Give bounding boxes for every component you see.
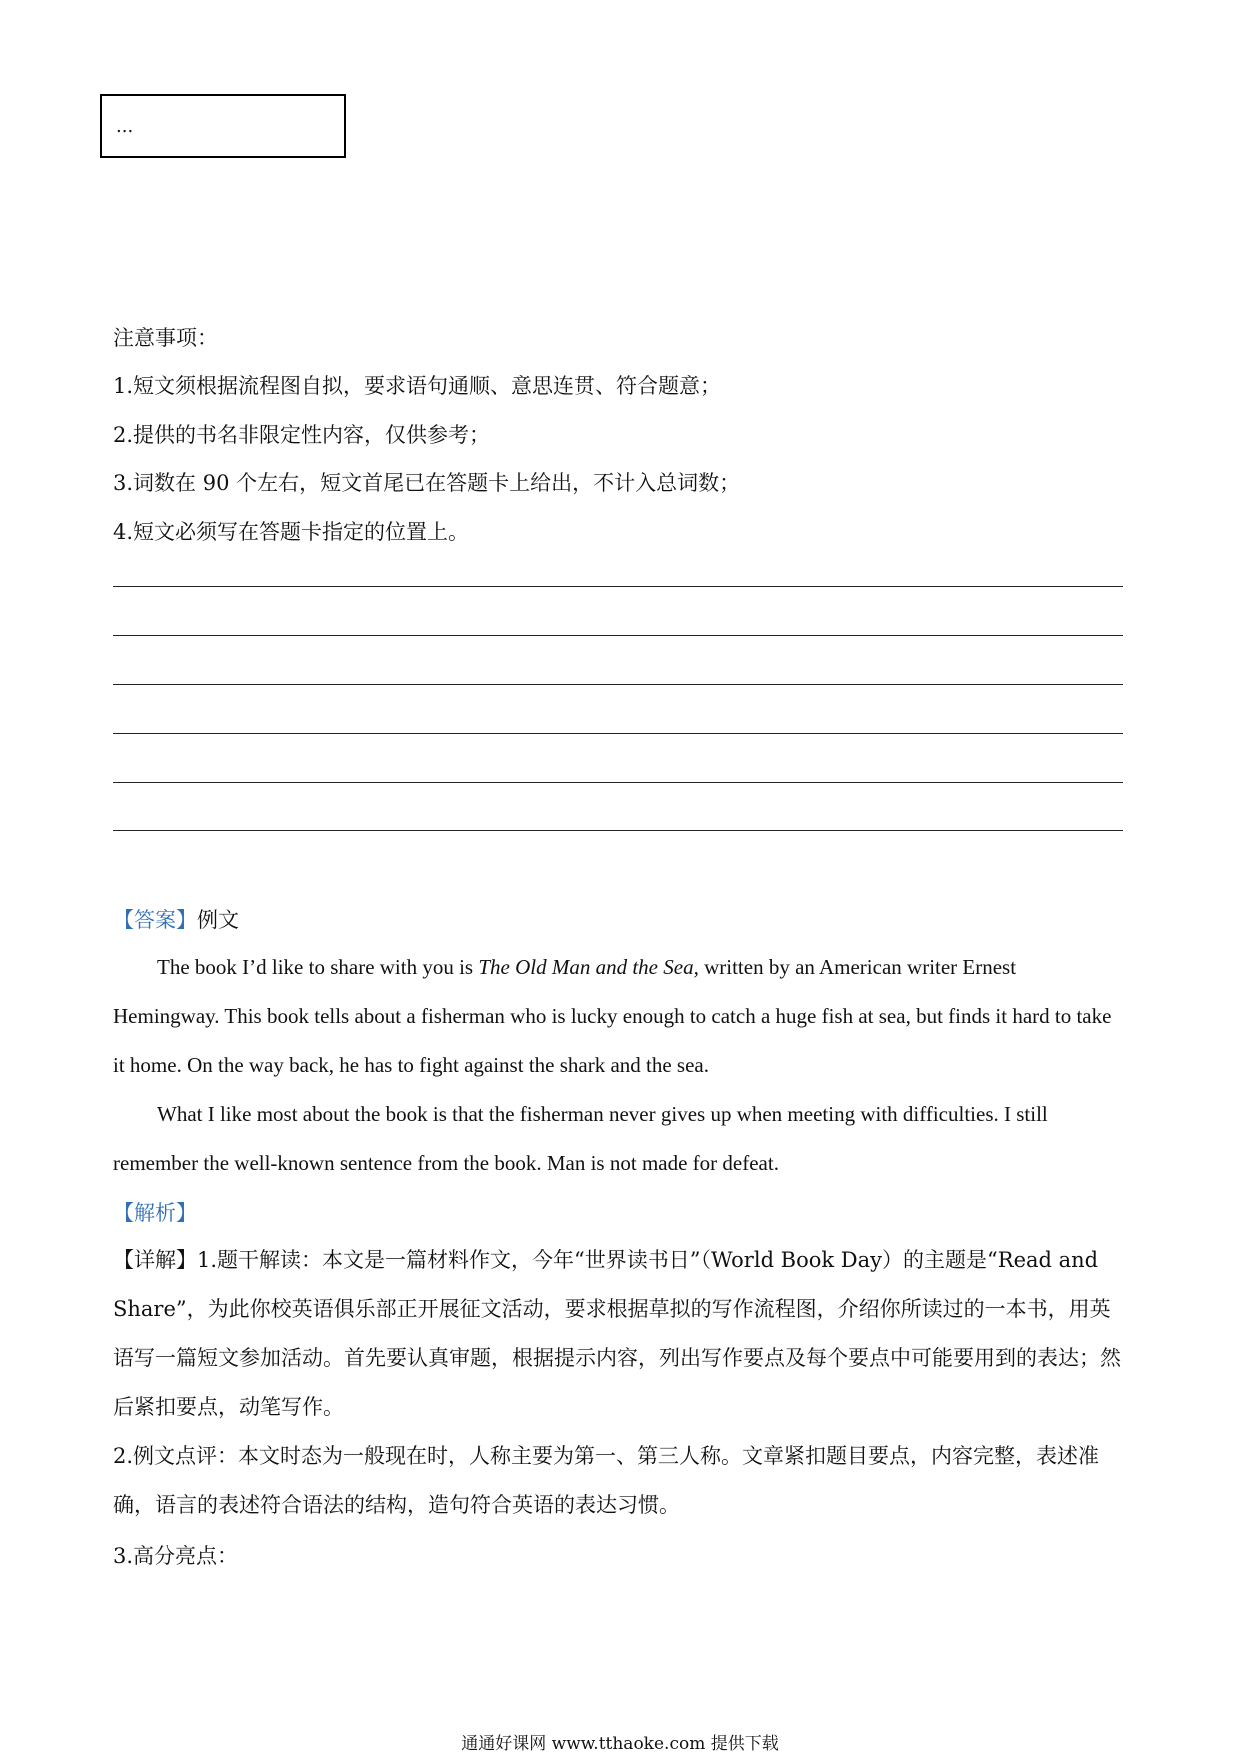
answer-box-text: ... [116,116,134,137]
writing-line [113,830,1123,831]
book-title: The Old Man and the Sea, [478,955,699,979]
answer-label-suffix: 例文 [197,908,239,932]
writing-line [113,635,1123,636]
detail-label: 【详解】 [113,1248,197,1272]
highlights-heading: 3.高分亮点： [113,1544,239,1568]
notice-heading: 注意事项： [113,326,218,350]
answer-heading [113,904,239,934]
notice-item-1: 1.短文须根据流程图自拟，要求语句通顺、意思连贯、符合题意； [113,374,722,398]
comment-paragraph: 2.例文点评：本文时态为一般现在时，人称主要为第一、第三人称。文章紧扣题目要点，内容完整，表述准确，语言的表述符合语法的结构，造句符合英语的表达习惯。 [113,1444,1100,1517]
analysis-label: 【解析】 [113,1201,197,1225]
writing-line [113,586,1123,587]
essay-paragraph-2: What I like most about the book is that the fisherman never gives up when meeting with difficulties. I still remember the well-known sentence from the book. Man is not made for defeat. [113,1102,1048,1175]
notice-item-3: 3.词数在 90 个左右，短文首尾已在答题卡上给出，不计入总词数； [113,471,741,495]
notice-item-4: 4.短文必须写在答题卡指定的位置上。 [113,520,470,544]
notice-item-2: 2.提供的书名非限定性内容，仅供参考； [113,423,491,447]
essay-p1-end: written by an American writer Ernest Hemingway. This book tells about a fisherman who is lucky enough to catch a huge fish at sea, but finds it hard to take it home. On the way back, he has to fight against the shark and the sea. [113,955,1112,1077]
writing-line [113,733,1123,734]
answer-box [100,94,346,158]
answer-label: 【答案】 [113,908,197,932]
detail-paragraph [113,1236,1123,1432]
page-footer: 通通好课网 www.tthaoke.com 提供下载 [461,1734,779,1754]
essay-p1-start: The book I’d like to share with you is [157,955,479,979]
writing-line [113,684,1123,685]
writing-line [113,782,1123,783]
detail-text: 1.题干解读：本文是一篇材料作文，今年“世界读书日”（World Book Day）的主题是“Read and Share”，为此你校英语俱乐部正开展征文活动，要求根据草拟的写作流程图，介绍你所读过的一本书，用英语写一篇短文参加活动。首先要认真审题，根据提示内容，列出写作要点及每个要点中可能要用到的表达；然后紧扣要点，动笔写作。 [113,1248,1121,1419]
essay-paragraph-1 [113,943,1123,1090]
